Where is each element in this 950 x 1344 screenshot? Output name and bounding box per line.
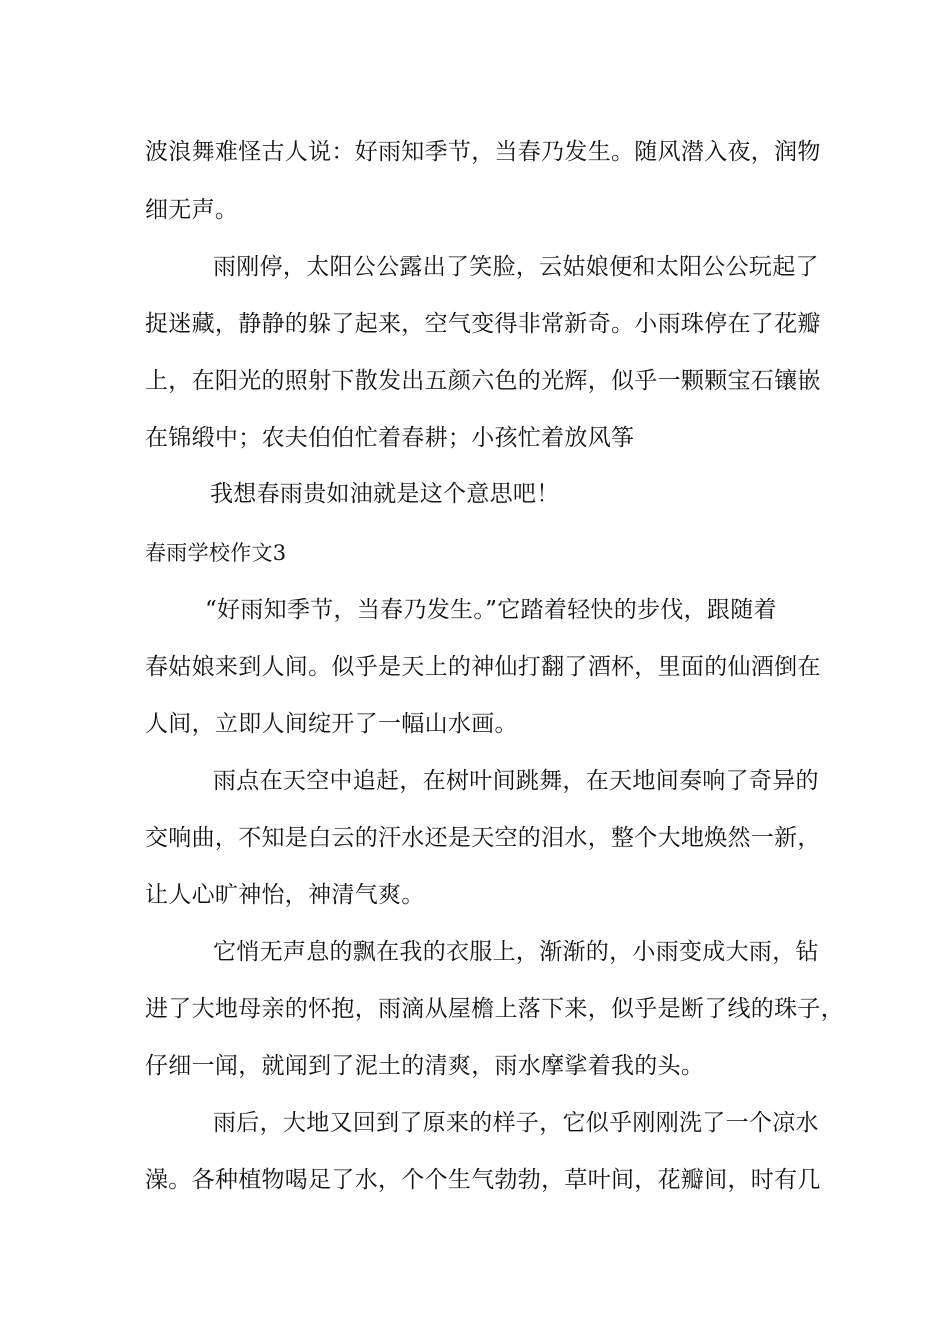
paragraph-line: 人间，立即人间绽开了一幅山水画。 (145, 711, 518, 737)
paragraph-line: 细无声。 (145, 197, 239, 223)
paragraph-line: 交响曲，不知是白云的汗水还是天空的泪水，整个大地焕然一新， (145, 825, 821, 851)
paragraph-line: 仔细一闻，就闻到了泥土的清爽，雨水摩挲着我的头。 (145, 1053, 705, 1079)
paragraph-line: 上，在阳光的照射下散发出五颜六色的光辉，似乎一颗颗宝石镶嵌 (145, 368, 821, 394)
paragraph-line: 它悄无声息的飘在我的衣服上，渐渐的，小雨变成大雨，钻 (213, 939, 819, 965)
paragraph-line: 澡。各种植物喝足了水，个个生气勃勃，草叶间，花瓣间，时有几 (145, 1167, 821, 1193)
paragraph-line: 进了大地母亲的怀抱，雨滴从屋檐上落下来，似乎是断了线的珠子， (145, 996, 844, 1022)
paragraph-line: 在锦缎中；农夫伯伯忙着春耕；小孩忙着放风筝 (145, 425, 635, 451)
paragraph-line: 雨后，大地又回到了原来的样子，它似乎刚刚洗了一个凉水 (213, 1110, 819, 1136)
paragraph-line: 我想春雨贵如油就是这个意思吧！ (210, 481, 560, 507)
section-title: 春雨学校作文3 (145, 541, 287, 565)
paragraph-line: 波浪舞难怪古人说：好雨知季节，当春乃发生。随风潜入夜，润物 (145, 139, 821, 165)
paragraph-line: 雨点在天空中追赶，在树叶间跳舞，在天地间奏响了奇异的 (213, 768, 819, 794)
paragraph-line: 捉迷藏，静静的躲了起来，空气变得非常新奇。小雨珠停在了花瓣 (145, 311, 821, 337)
paragraph-line: 春姑娘来到人间。似乎是天上的神仙打翻了酒杯，里面的仙酒倒在 (145, 654, 821, 680)
paragraph-line: 让人心旷神怡，神清气爽。 (145, 882, 425, 908)
paragraph-line: “好雨知季节，当春乃发生。”它踏着轻快的步伐，跟随着 (205, 597, 777, 623)
paragraph-line: 雨刚停，太阳公公露出了笑脸，云姑娘便和太阳公公玩起了 (213, 254, 819, 280)
